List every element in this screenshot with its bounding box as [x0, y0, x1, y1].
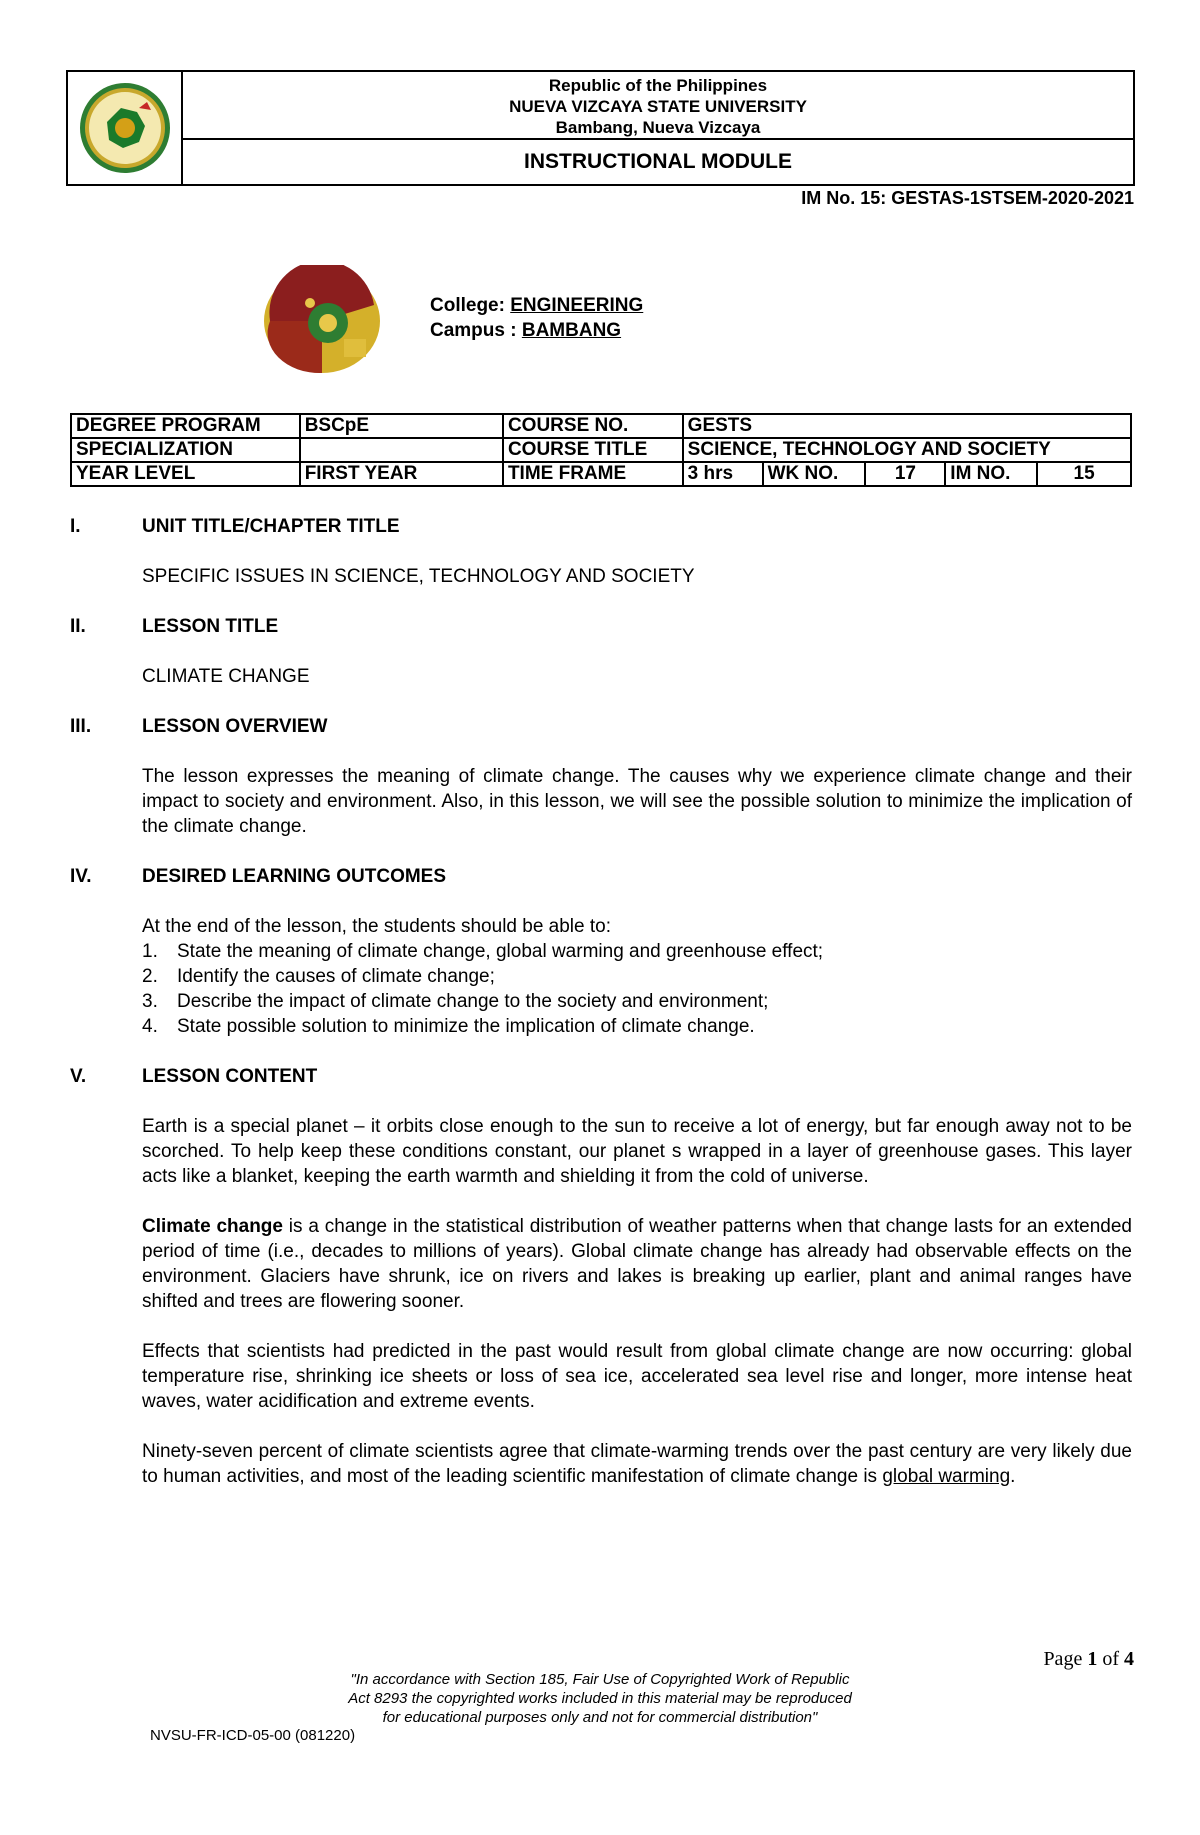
section-heading-outcomes: IV. DESIRED LEARNING OUTCOMES — [70, 866, 447, 887]
content-paragraph-4: Ninety-seven percent of climate scientists agree that climate-warming trends over the past century are very likely due to human activities, and most of the leading scientific manifestation of climate change is global warming. — [142, 1441, 1132, 1487]
im-no-label: IM NO. — [945, 462, 1037, 486]
im-number: IM No. 15: GESTAS-1STSEM-2020-2021 — [801, 188, 1134, 208]
section-heading-lesson-title: II. LESSON TITLE — [70, 616, 279, 637]
specialization-value — [300, 438, 503, 462]
climate-change-term: Climate change — [142, 1216, 283, 1237]
year-level-label: YEAR LEVEL — [71, 462, 300, 486]
list-item: 3. Describe the impact of climate change to the society and environment; — [142, 991, 769, 1012]
overview-text: The lesson expresses the meaning of climate change. The causes why we experience climate change and their impact to society and environment. Also, in this lesson, we will see the possible solution to minimize the implication of the climate change. — [142, 766, 1132, 837]
college-line: College: ENGINEERING — [430, 295, 644, 316]
document-header — [66, 70, 1135, 186]
form-code: NVSU-FR-ICD-05-00 (081220) — [150, 1727, 356, 1744]
wk-no-label: WK NO. — [763, 462, 866, 486]
university-seal-cell — [68, 72, 183, 184]
global-warming-link[interactable]: global warming — [882, 1466, 1011, 1487]
campus-line: Campus : BAMBANG — [430, 320, 622, 341]
college-value: ENGINEERING — [510, 295, 644, 316]
college-logo — [262, 265, 382, 385]
table-row — [71, 438, 1131, 462]
module-content — [70, 514, 1132, 1514]
table-row — [71, 414, 1131, 438]
list-item: 1. State the meaning of climate change, global warming and greenhouse effect; — [142, 941, 824, 962]
course-title-label: COURSE TITLE — [503, 438, 683, 462]
lesson-title-text: CLIMATE CHANGE — [142, 666, 310, 687]
content-paragraph-2: Climate change is a change in the statistical distribution of weather patterns when that change lasts for an extended period of time (i.e., decades to millions of years). Global climate change has already had observable effects on the environment. Glaciers have shrunk, ice on rivers and lakes is breaking up earlier, plant and animal ranges have shifted and trees are flowering sooner. — [142, 1216, 1132, 1312]
section-heading-overview: III. LESSON OVERVIEW — [70, 716, 328, 737]
campus-value: BAMBANG — [521, 320, 622, 341]
module-title: INSTRUCTIONAL MODULE — [524, 150, 792, 173]
outcomes-intro: At the end of the lesson, the students should be able to: — [142, 916, 611, 937]
course-no-label: COURSE NO. — [503, 414, 683, 438]
time-frame-value: 3 hrs — [683, 462, 763, 486]
table-row — [71, 462, 1131, 486]
degree-program-value: BSCpE — [300, 414, 503, 438]
specialization-label: SPECIALIZATION — [71, 438, 300, 462]
section-heading-content: V. LESSON CONTENT — [70, 1066, 318, 1087]
header-university-name: NUEVA VIZCAYA STATE UNIVERSITY — [509, 97, 807, 116]
outcomes-list — [142, 939, 1132, 1039]
page-number: Page 1 of 4 — [1043, 1648, 1134, 1670]
content-paragraph-3: Effects that scientists had predicted in the past would result from global climate change are now occurring: global temperature rise, shrinking ice sheets or loss of sea ice, accelerated sea level rise and longer, more intense heat waves, water acidification and extreme events. — [142, 1341, 1132, 1412]
copyright-notice: "In accordance with Section 185, Fair Use of Copyrighted Work of Republic Act 8293 the copyrighted works included in this material may be reproduced for educational purposes only and not for commercial distribution" — [348, 1671, 852, 1726]
degree-program-label: DEGREE PROGRAM — [71, 414, 300, 438]
list-item: 4. State possible solution to minimize the implication of climate change. — [142, 1016, 755, 1037]
course-title-value: SCIENCE, TECHNOLOGY AND SOCIETY — [683, 438, 1131, 462]
header-location: Bambang, Nueva Vizcaya — [555, 118, 761, 137]
university-seal-icon — [77, 80, 173, 176]
engineering-gear-icon — [262, 265, 382, 380]
unit-title-text: SPECIFIC ISSUES IN SCIENCE, TECHNOLOGY AND SOCIETY — [142, 566, 695, 587]
content-paragraph-1: Earth is a special planet – it orbits close enough to the sun to receive a lot of energy, but far enough away not to be scorched. To help keep these conditions constant, our planet s wrapped in a layer of greenhouse gases. This layer acts like a blanket, keeping the earth warmth and shielding it from the cold of universe. — [142, 1116, 1132, 1187]
course-info-table — [70, 413, 1132, 487]
wk-no-value: 17 — [865, 462, 945, 486]
section-heading-unit: I. UNIT TITLE/CHAPTER TITLE — [70, 516, 400, 537]
time-frame-label: TIME FRAME — [503, 462, 683, 486]
college-campus-block — [430, 293, 643, 343]
header-institution — [183, 72, 1133, 140]
list-item: 2. Identify the causes of climate change; — [142, 966, 495, 987]
header-republic: Republic of the Philippines — [548, 76, 768, 95]
course-no-value: GESTS — [683, 414, 1131, 438]
im-no-value: 15 — [1037, 462, 1131, 486]
year-level-value: FIRST YEAR — [300, 462, 503, 486]
